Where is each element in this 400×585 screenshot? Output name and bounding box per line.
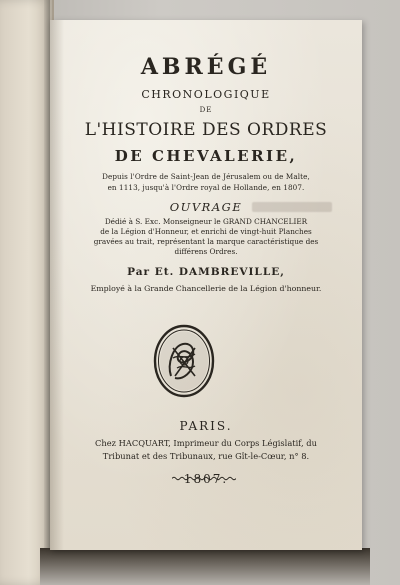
title-main: ABRÉGÉ: [140, 54, 272, 80]
title-page: [50, 20, 362, 550]
dedication-line-1: Dédié à S. Exc. Monseigneur le GRAND CHANCELIER: [104, 217, 308, 226]
imprint-line-1: Chez HACQUART, Imprimeur du Corps Législatif, du: [95, 438, 317, 448]
title-sub: CHRONOLOGIQUE: [141, 88, 271, 101]
title-chevalerie: DE CHEVALERIE,: [114, 147, 298, 165]
dedication-line-2: de la Légion d'Honneur, et enrichi de vingt-huit Planches: [100, 227, 312, 236]
author-role: Employé à la Grande Chancellerie de la Légion d'honneur.: [90, 284, 322, 293]
monogram-seal-icon: [153, 324, 215, 398]
title-histoire: L'HISTOIRE DES ORDRES: [84, 120, 328, 140]
author-name: Par Et. DAMBREVILLE,: [127, 266, 285, 278]
ouvrage-heading: OUVRAGE: [169, 200, 243, 214]
bottom-shadow: [40, 548, 370, 585]
faded-stamp-mark: [252, 202, 332, 212]
dedication-line-3: gravées au trait, représentant la marque caractéristique des: [93, 237, 319, 246]
dedication-line-4: différens Ordres.: [174, 247, 238, 256]
subtitle-line-1: Depuis l'Ordre de Saint-Jean de Jérusalem ou de Malte,: [102, 172, 310, 181]
imprint-city: PARIS.: [179, 419, 233, 433]
imprint-line-2: Tribunat et des Tribunaux, rue Gît-le-Cœur, n° 8.: [102, 451, 310, 461]
title-de: DE: [199, 106, 213, 114]
subtitle-line-2: en 1113, jusqu'à l'Ordre royal de Hollande, en 1807.: [107, 183, 305, 192]
wavy-rule-ornament: [172, 466, 236, 471]
imprint-year: 1807.: [183, 472, 229, 486]
